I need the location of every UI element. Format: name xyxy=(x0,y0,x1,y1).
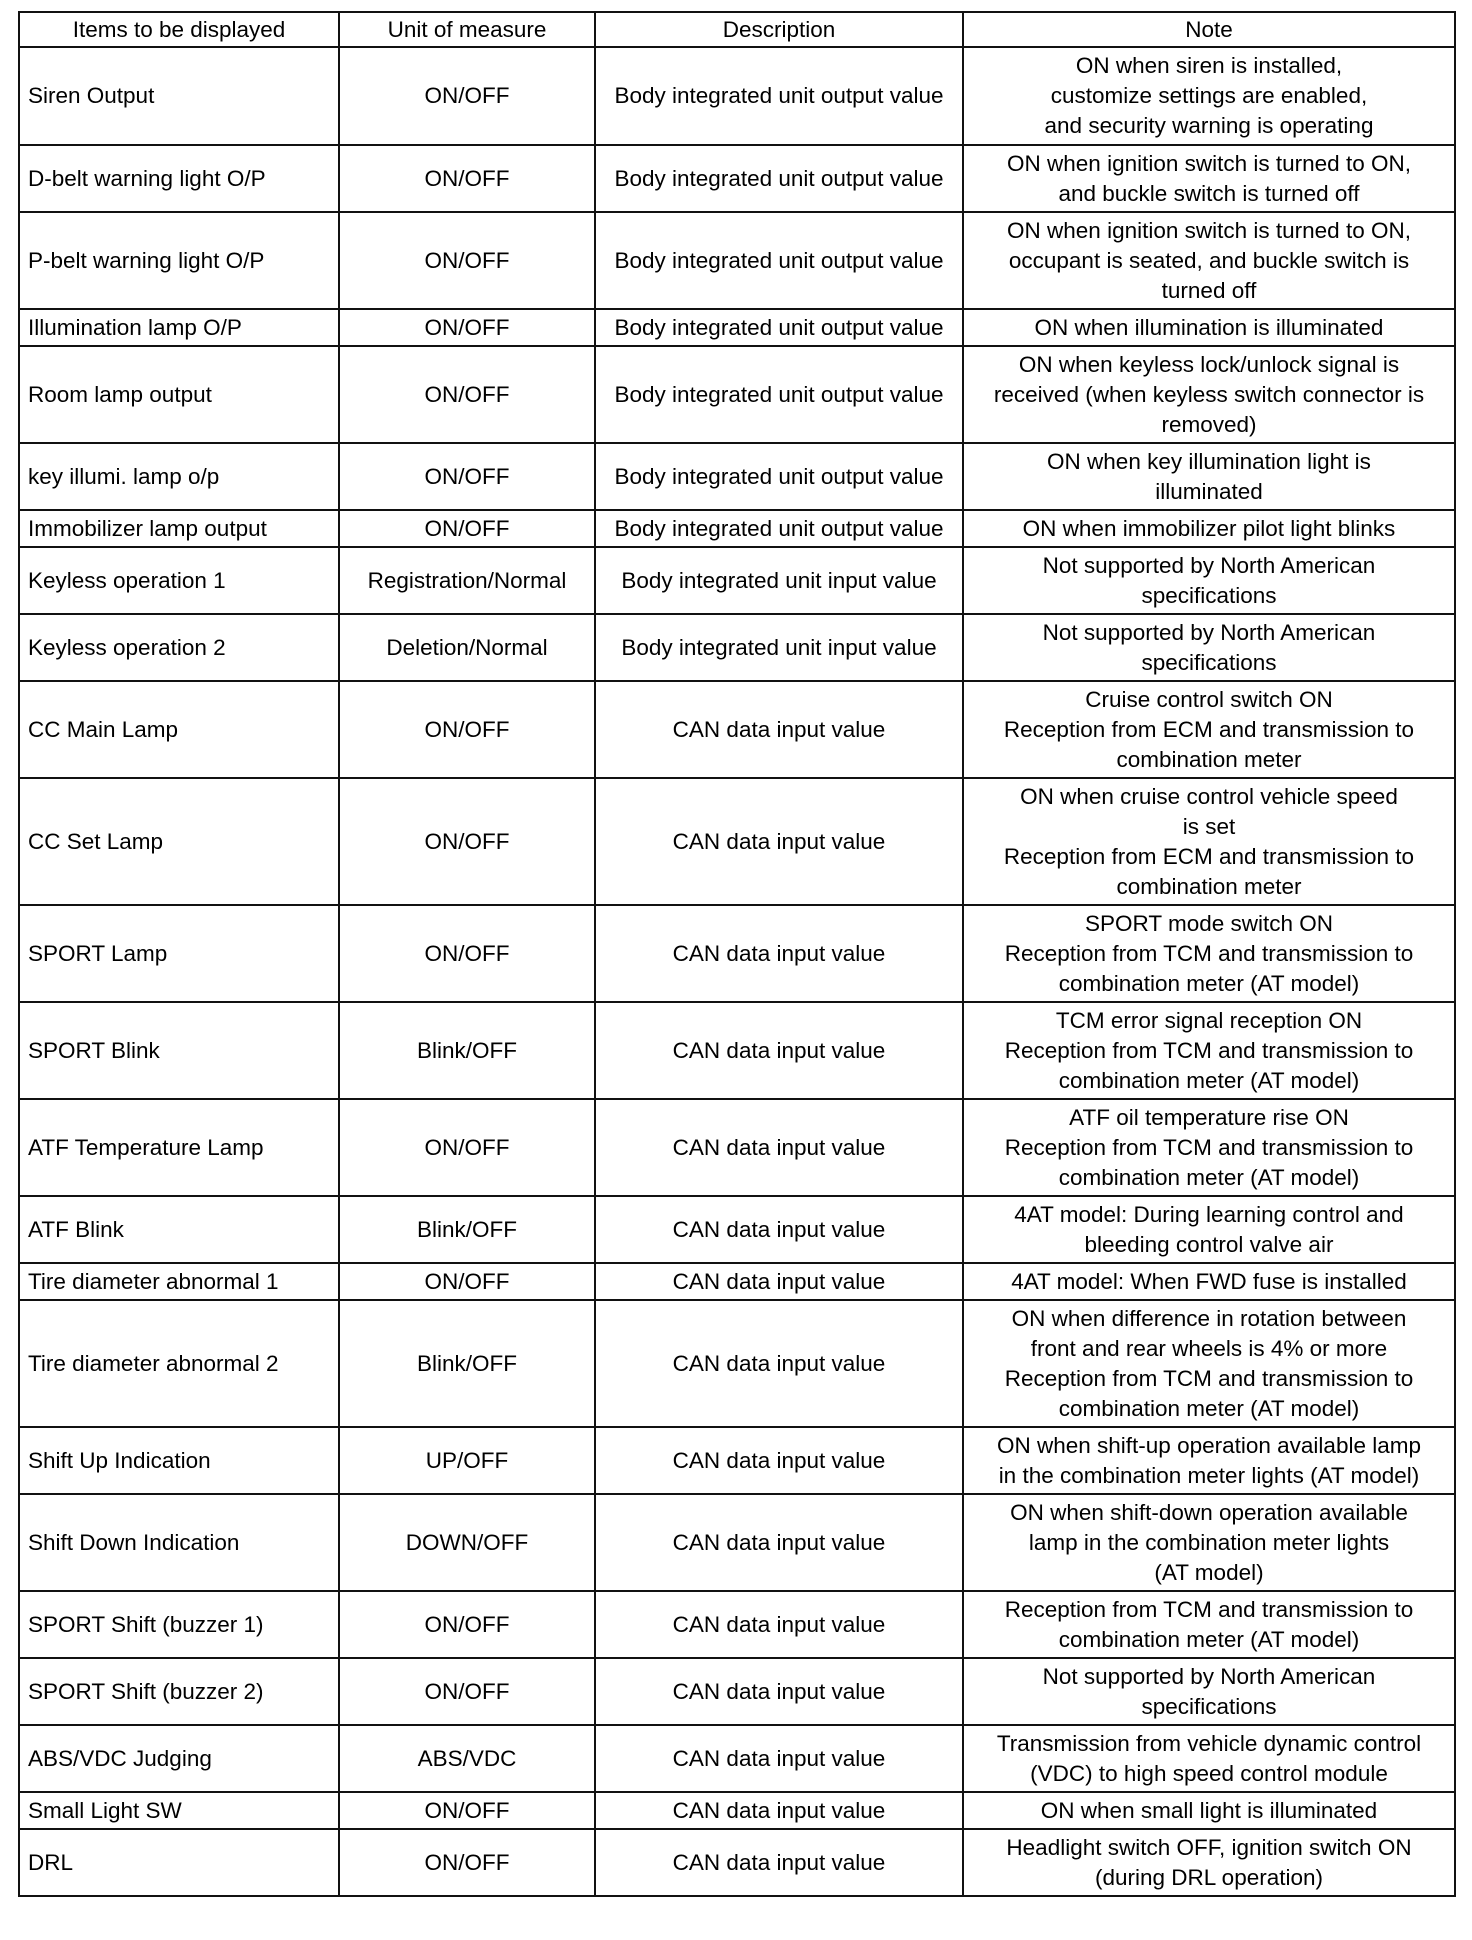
cell-description: CAN data input value xyxy=(595,778,963,905)
cell-unit: ON/OFF xyxy=(339,510,595,547)
table-row xyxy=(19,1099,1455,1196)
table-row xyxy=(19,1725,1455,1792)
cell-unit: ON/OFF xyxy=(339,443,595,510)
table-row xyxy=(19,1263,1455,1300)
cell-description: CAN data input value xyxy=(595,1263,963,1300)
column-header-item: Items to be displayed xyxy=(19,12,339,47)
cell-item: Tire diameter abnormal 2 xyxy=(19,1300,339,1427)
table-body xyxy=(19,47,1455,1896)
cell-note: ON when shift-up operation available lamp in the combination meter lights (AT model) xyxy=(963,1427,1455,1494)
cell-item: DRL xyxy=(19,1829,339,1896)
cell-note: ON when ignition switch is turned to ON, and buckle switch is turned off xyxy=(963,145,1455,212)
cell-item: CC Main Lamp xyxy=(19,681,339,778)
cell-description: Body integrated unit output value xyxy=(595,309,963,346)
cell-item: ATF Temperature Lamp xyxy=(19,1099,339,1196)
cell-description: CAN data input value xyxy=(595,1300,963,1427)
table-row xyxy=(19,443,1455,510)
cell-note: ATF oil temperature rise ON Reception from TCM and transmission to combination meter (AT model) xyxy=(963,1099,1455,1196)
cell-description: Body integrated unit output value xyxy=(595,212,963,309)
cell-description: CAN data input value xyxy=(595,1829,963,1896)
table-row xyxy=(19,1300,1455,1427)
cell-item: ABS/VDC Judging xyxy=(19,1725,339,1792)
cell-item: SPORT Shift (buzzer 2) xyxy=(19,1658,339,1725)
cell-item: Keyless operation 2 xyxy=(19,614,339,681)
table-row xyxy=(19,309,1455,346)
cell-note: Cruise control switch ON Reception from ECM and transmission to combination meter xyxy=(963,681,1455,778)
cell-note: ON when ignition switch is turned to ON, occupant is seated, and buckle switch is turned off xyxy=(963,212,1455,309)
cell-item: Keyless operation 1 xyxy=(19,547,339,614)
table-row xyxy=(19,1829,1455,1896)
cell-description: Body integrated unit output value xyxy=(595,47,963,145)
cell-item: Immobilizer lamp output xyxy=(19,510,339,547)
table-row xyxy=(19,510,1455,547)
header-row xyxy=(19,12,1455,47)
cell-note: Not supported by North American specifications xyxy=(963,1658,1455,1725)
cell-item: Room lamp output xyxy=(19,346,339,443)
cell-description: Body integrated unit output value xyxy=(595,145,963,212)
cell-unit: ON/OFF xyxy=(339,1099,595,1196)
table-row xyxy=(19,1002,1455,1099)
table-row xyxy=(19,1792,1455,1829)
cell-item: D-belt warning light O/P xyxy=(19,145,339,212)
cell-note: ON when key illumination light is illuminated xyxy=(963,443,1455,510)
cell-item: SPORT Shift (buzzer 1) xyxy=(19,1591,339,1658)
cell-item: CC Set Lamp xyxy=(19,778,339,905)
table-row xyxy=(19,346,1455,443)
cell-note: ON when cruise control vehicle speed is set Reception from ECM and transmission to combination meter xyxy=(963,778,1455,905)
cell-note: ON when siren is installed, customize settings are enabled, and security warning is operating xyxy=(963,47,1455,145)
cell-note: Not supported by North American specifications xyxy=(963,614,1455,681)
cell-description: CAN data input value xyxy=(595,1792,963,1829)
column-header-note: Note xyxy=(963,12,1455,47)
cell-item: Shift Up Indication xyxy=(19,1427,339,1494)
cell-description: Body integrated unit output value xyxy=(595,510,963,547)
cell-unit: ON/OFF xyxy=(339,1591,595,1658)
table-row xyxy=(19,1196,1455,1263)
cell-unit: ON/OFF xyxy=(339,778,595,905)
table-row xyxy=(19,905,1455,1002)
column-header-unit: Unit of measure xyxy=(339,12,595,47)
data-monitor-table xyxy=(18,11,1456,1897)
table-row xyxy=(19,778,1455,905)
cell-unit: Deletion/Normal xyxy=(339,614,595,681)
cell-item: Tire diameter abnormal 1 xyxy=(19,1263,339,1300)
table-row xyxy=(19,1427,1455,1494)
cell-note: ON when difference in rotation between front and rear wheels is 4% or more Reception from TCM and transmission to combination meter (AT model) xyxy=(963,1300,1455,1427)
cell-note: Transmission from vehicle dynamic control (VDC) to high speed control module xyxy=(963,1725,1455,1792)
table-row xyxy=(19,145,1455,212)
cell-item: Siren Output xyxy=(19,47,339,145)
cell-description: CAN data input value xyxy=(595,1591,963,1658)
cell-item: Illumination lamp O/P xyxy=(19,309,339,346)
cell-description: CAN data input value xyxy=(595,1494,963,1591)
cell-unit: Registration/Normal xyxy=(339,547,595,614)
cell-unit: ON/OFF xyxy=(339,1658,595,1725)
cell-note: ON when illumination is illuminated xyxy=(963,309,1455,346)
cell-item: ATF Blink xyxy=(19,1196,339,1263)
cell-description: CAN data input value xyxy=(595,905,963,1002)
cell-item: Small Light SW xyxy=(19,1792,339,1829)
cell-description: Body integrated unit input value xyxy=(595,547,963,614)
cell-description: CAN data input value xyxy=(595,1099,963,1196)
table-row xyxy=(19,47,1455,145)
column-header-description: Description xyxy=(595,12,963,47)
table-row xyxy=(19,614,1455,681)
cell-note: ON when shift-down operation available lamp in the combination meter lights (AT model) xyxy=(963,1494,1455,1591)
cell-unit: DOWN/OFF xyxy=(339,1494,595,1591)
cell-unit: ON/OFF xyxy=(339,145,595,212)
cell-description: CAN data input value xyxy=(595,1725,963,1792)
cell-unit: ON/OFF xyxy=(339,1263,595,1300)
cell-unit: ON/OFF xyxy=(339,905,595,1002)
cell-unit: ON/OFF xyxy=(339,212,595,309)
cell-note: ON when small light is illuminated xyxy=(963,1792,1455,1829)
cell-unit: ON/OFF xyxy=(339,309,595,346)
table-header xyxy=(19,12,1455,47)
table-row xyxy=(19,547,1455,614)
cell-note: Reception from TCM and transmission to combination meter (AT model) xyxy=(963,1591,1455,1658)
cell-note: 4AT model: When FWD fuse is installed xyxy=(963,1263,1455,1300)
cell-unit: ON/OFF xyxy=(339,47,595,145)
cell-description: CAN data input value xyxy=(595,1196,963,1263)
cell-unit: ON/OFF xyxy=(339,681,595,778)
cell-description: CAN data input value xyxy=(595,681,963,778)
table-row xyxy=(19,212,1455,309)
cell-description: Body integrated unit output value xyxy=(595,443,963,510)
cell-unit: Blink/OFF xyxy=(339,1002,595,1099)
cell-description: Body integrated unit input value xyxy=(595,614,963,681)
cell-item: key illumi. lamp o/p xyxy=(19,443,339,510)
cell-unit: ON/OFF xyxy=(339,1792,595,1829)
cell-note: ON when keyless lock/unlock signal is received (when keyless switch connector is removed) xyxy=(963,346,1455,443)
table-row xyxy=(19,1591,1455,1658)
cell-item: Shift Down Indication xyxy=(19,1494,339,1591)
cell-unit: ABS/VDC xyxy=(339,1725,595,1792)
cell-unit: Blink/OFF xyxy=(339,1300,595,1427)
cell-note: ON when immobilizer pilot light blinks xyxy=(963,510,1455,547)
cell-note: Headlight switch OFF, ignition switch ON (during DRL operation) xyxy=(963,1829,1455,1896)
cell-description: Body integrated unit output value xyxy=(595,346,963,443)
table-row xyxy=(19,681,1455,778)
cell-unit: UP/OFF xyxy=(339,1427,595,1494)
cell-unit: ON/OFF xyxy=(339,1829,595,1896)
cell-unit: ON/OFF xyxy=(339,346,595,443)
cell-description: CAN data input value xyxy=(595,1002,963,1099)
cell-description: CAN data input value xyxy=(595,1658,963,1725)
cell-note: TCM error signal reception ON Reception from TCM and transmission to combination meter (AT model) xyxy=(963,1002,1455,1099)
cell-note: SPORT mode switch ON Reception from TCM and transmission to combination meter (AT model) xyxy=(963,905,1455,1002)
cell-item: SPORT Blink xyxy=(19,1002,339,1099)
cell-description: CAN data input value xyxy=(595,1427,963,1494)
cell-note: Not supported by North American specifications xyxy=(963,547,1455,614)
table-row xyxy=(19,1494,1455,1591)
table-row xyxy=(19,1658,1455,1725)
cell-item: P-belt warning light O/P xyxy=(19,212,339,309)
cell-item: SPORT Lamp xyxy=(19,905,339,1002)
cell-note: 4AT model: During learning control and bleeding control valve air xyxy=(963,1196,1455,1263)
cell-unit: Blink/OFF xyxy=(339,1196,595,1263)
